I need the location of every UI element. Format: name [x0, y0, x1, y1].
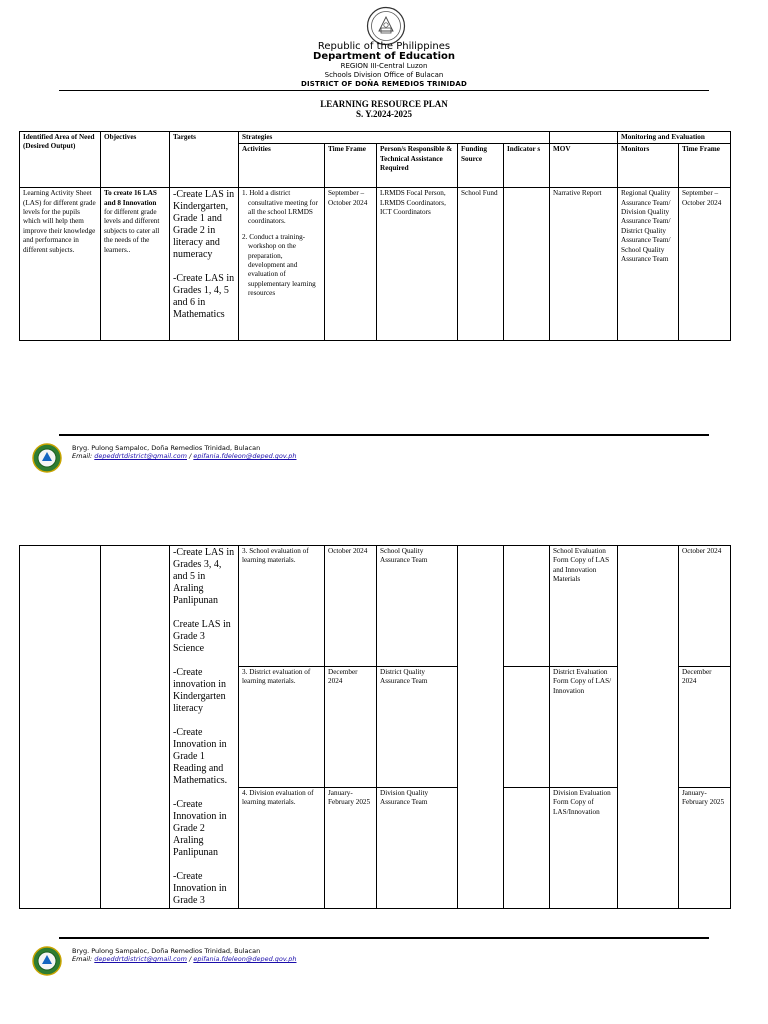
cell-targets [170, 546, 239, 909]
cell-indicators [504, 667, 550, 788]
cell-indicators [504, 188, 550, 341]
target-item: -Create LAS in Grades 3, 4, and 5 in Araling Panlipunan [173, 547, 235, 606]
cell-me-time-frame: January-February 2025 [679, 788, 731, 909]
footer-separator: / [187, 955, 194, 964]
deped-seal-icon [366, 6, 406, 46]
footer-address: Bryg. Pulong Sampaloc, Doña Remedios Trinidad, Bulacan [72, 947, 261, 955]
footer-divider [59, 434, 709, 436]
cell-area [20, 546, 101, 909]
header-persons: Person/s Responsible & Technical Assistance Required [377, 144, 458, 188]
header-department: Department of Education [313, 51, 455, 62]
footer-email-link[interactable]: depeddrtdistrict@gmail.com [94, 955, 187, 964]
page-footer [0, 434, 768, 474]
footer-address-block [72, 444, 297, 461]
cell-indicators [504, 788, 550, 909]
header-division: Schools Division Office of Bulacan [324, 71, 444, 79]
header-funding: Funding Source [458, 144, 504, 188]
activity-item: 2. Conduct a training-workshop on the preparation, development and evaluation of supplementary learning resources [242, 232, 316, 297]
cell-persons: District Quality Assurance Team [377, 667, 458, 788]
cell-activities [239, 188, 325, 341]
header-divider [59, 90, 709, 91]
target-item: -Create LAS in Kindergarten, Grade 1 and Grade 2 in literacy and numeracy [173, 189, 235, 261]
plan-table-page1 [19, 131, 731, 341]
objective-rest: for different grade levels and different subjects to cater all the needs of the learners.. [104, 208, 160, 254]
cell-monitors [618, 546, 679, 909]
target-item: -Create LAS in Grades 1, 4, 5 and 6 in Mathematics [173, 273, 235, 321]
footer-email-link[interactable]: epifania.fdeleon@deped.gov.ph [193, 452, 297, 461]
cell-mov: Narrative Report [550, 188, 618, 341]
header-targets: Targets [170, 132, 239, 188]
cell-persons: LRMDS Focal Person, LRMDS Coordinators, ICT Coordinators [377, 188, 458, 341]
cell-me-time-frame: December 2024 [679, 667, 731, 788]
header-district: DISTRICT OF DOÑA REMEDIOS TRINIDAD [300, 80, 468, 88]
footer-email-label: Email: [72, 955, 95, 964]
footer-separator: / [187, 452, 194, 461]
cell-funding: School Fund [458, 188, 504, 341]
header-monitoring: Monitoring and Evaluation [618, 132, 731, 144]
target-item: -Create innovation in Kindergarten literacy [173, 667, 227, 714]
cell-mov: District Evaluation Form Copy of LAS/ Innovation [550, 667, 618, 788]
footer-address: Bryg. Pulong Sampaloc, Doña Remedios Trinidad, Bulacan [72, 444, 261, 452]
page-footer [0, 937, 768, 977]
plan-table-page2 [19, 545, 731, 909]
cell-me-time-frame: October 2024 [679, 546, 731, 667]
header-mov: MOV [550, 144, 618, 188]
header-indicators: Indicator s [504, 144, 550, 188]
cell-area: Learning Activity Sheet (LAS) for different grade levels for the pupils which will help them improve their knowledge and performance in different subjects. [20, 188, 101, 341]
footer-divider [59, 937, 709, 939]
header-indicators-top [550, 132, 618, 144]
school-year: S. Y.2024-2025 [355, 109, 413, 119]
cell-objective [101, 188, 170, 341]
footer-email-link[interactable]: depeddrtdistrict@gmail.com [94, 452, 187, 461]
header-objectives: Objectives [101, 132, 170, 188]
district-logo-icon [32, 946, 62, 976]
header-area: Identified Area of Need (Desired Output) [20, 132, 101, 188]
footer-email-label: Email: [72, 452, 95, 461]
cell-time-frame: December 2024 [325, 667, 377, 788]
cell-objective [101, 546, 170, 909]
cell-indicators [504, 546, 550, 667]
header-strategies: Strategies [239, 132, 550, 144]
cell-activity: 4. Division evaluation of learning materials. [239, 788, 325, 909]
cell-monitors: Regional Quality Assurance Team/ Division Quality Assurance Team/ District Quality Assurance Team/ School Quality Assurance Team [618, 188, 679, 341]
activity-item: 1. Hold a district consultative meeting for all the school LRMDS coordinators. [242, 189, 318, 226]
target-item: -Create Innovation in Grade 1 Reading and Mathematics. [173, 727, 228, 786]
header-republic: Republic of the Philippines [317, 41, 451, 52]
footer-address-block [72, 947, 297, 964]
cell-persons: School Quality Assurance Team [377, 546, 458, 667]
cell-activity: 3. School evaluation of learning materials. [239, 546, 325, 667]
target-item: -Create Innovation in Grade 3 [173, 871, 227, 906]
cell-funding [458, 546, 504, 909]
cell-targets [170, 188, 239, 341]
target-item: Create LAS in Grade 3 Science [173, 619, 231, 654]
header-region: REGION III-Central Luzon [340, 62, 428, 70]
cell-mov: School Evaluation Form Copy of LAS and Innovation Materials [550, 546, 618, 667]
cell-persons: Division Quality Assurance Team [377, 788, 458, 909]
cell-me-time-frame: September – October 2024 [679, 188, 731, 341]
header-time-frame: Time Frame [325, 144, 377, 188]
header-activities: Activities [239, 144, 325, 188]
target-item: -Create Innovation in Grade 2 Araling Panlipunan [173, 799, 227, 858]
footer-email-link[interactable]: epifania.fdeleon@deped.gov.ph [193, 955, 297, 964]
document-title: LEARNING RESOURCE PLAN [320, 99, 448, 109]
cell-activity: 3. District evaluation of learning materials. [239, 667, 325, 788]
cell-time-frame: September – October 2024 [325, 188, 377, 341]
cell-time-frame: January-February 2025 [325, 788, 377, 909]
district-logo-icon [32, 443, 62, 473]
header-monitors: Monitors [618, 144, 679, 188]
cell-mov: Division Evaluation Form Copy of LAS/Innovation [550, 788, 618, 909]
cell-time-frame: October 2024 [325, 546, 377, 667]
objective-bold: To create 16 LAS and 8 Innovation [104, 189, 157, 207]
header-me-time-frame: Time Frame [679, 144, 731, 188]
